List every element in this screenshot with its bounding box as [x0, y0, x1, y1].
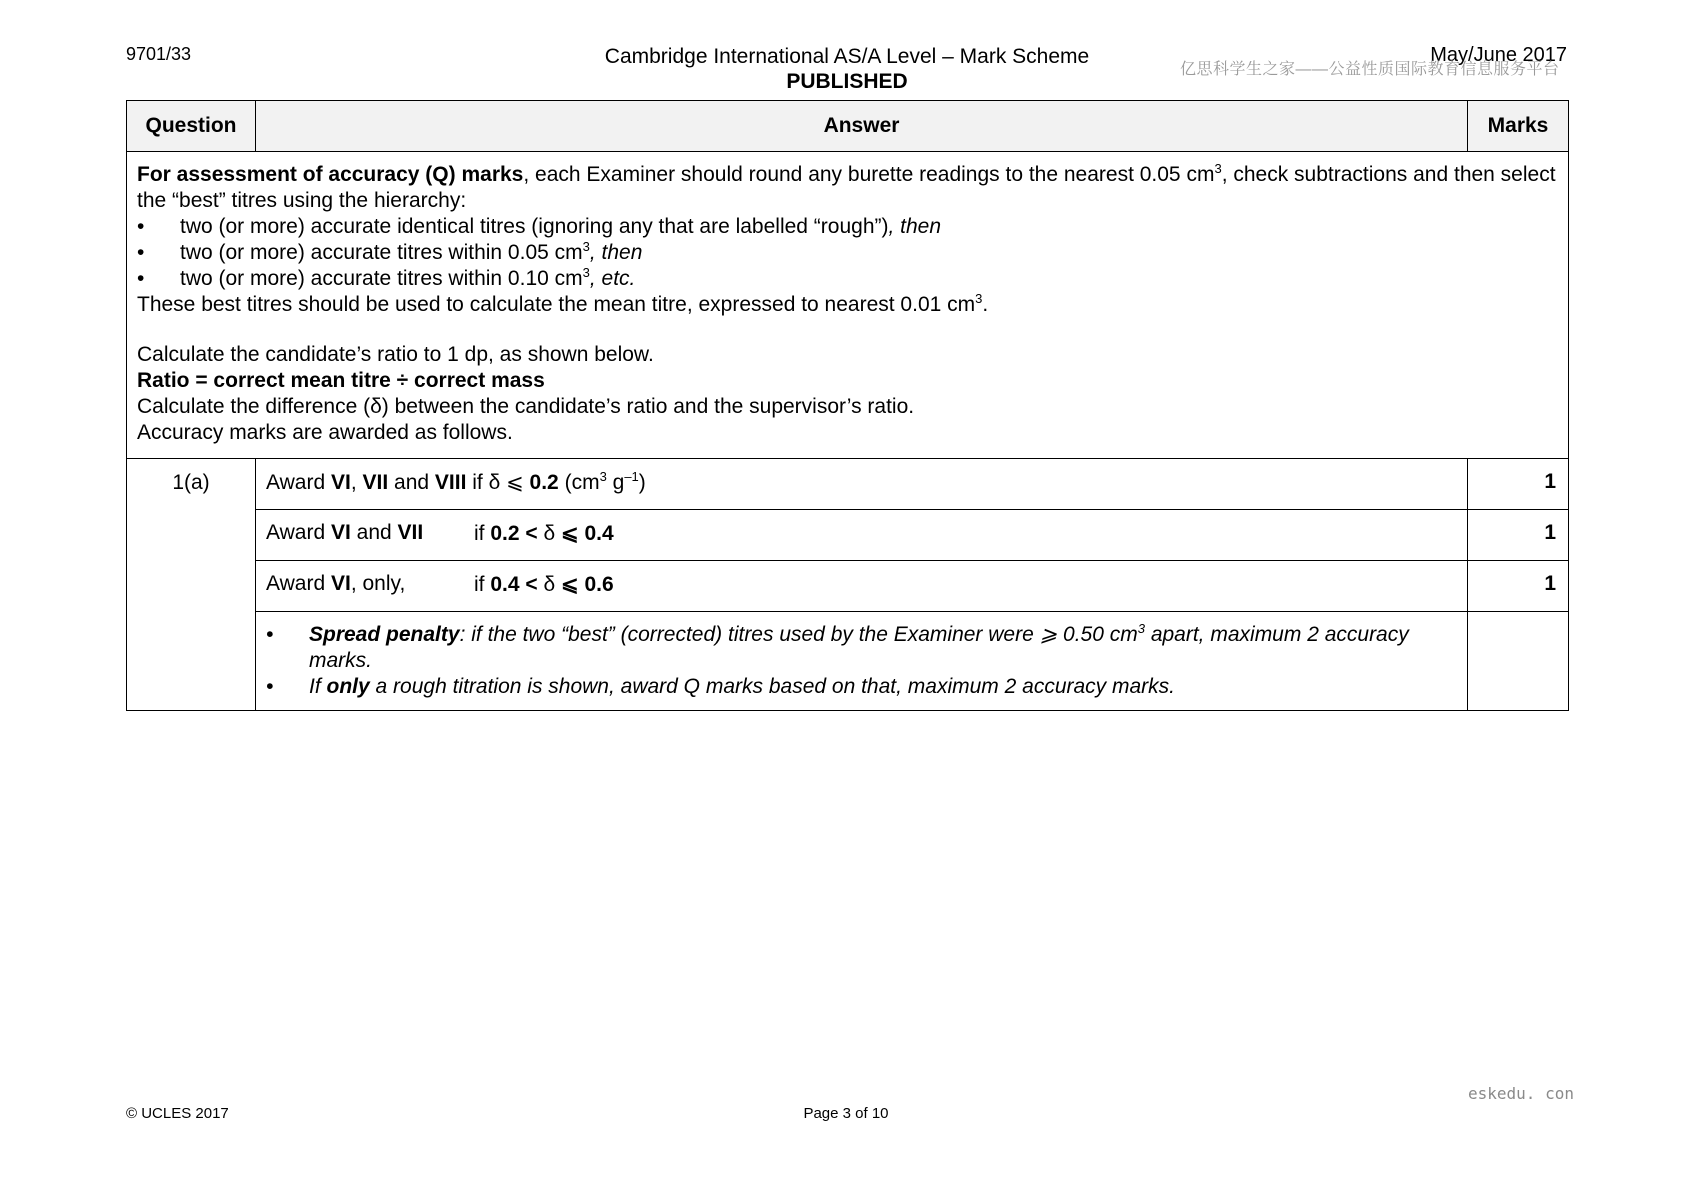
- list-item-text: two (or more) accurate titres within 0.10 cm: [180, 267, 583, 290]
- condition-bold: 0.2: [529, 471, 559, 494]
- header-answer: Answer: [256, 101, 1468, 152]
- spacer: [137, 318, 1558, 342]
- condition-text: if δ ⩽: [466, 471, 530, 494]
- hierarchy-list: [137, 214, 1558, 292]
- list-item: [137, 214, 1558, 240]
- condition-bold: ⩽ 0.4: [555, 522, 614, 545]
- award-bold: VI: [330, 572, 351, 595]
- award-bold: VIII: [434, 471, 467, 494]
- list-item-sup: 3: [582, 239, 590, 254]
- intro-paragraph-3: Calculate the candidate’s ratio to 1 dp, as shown below.: [137, 343, 654, 366]
- intro-text-end: , check subtractions and then select the “best” titres using the hierarchy:: [137, 163, 1556, 212]
- header-question: Question: [127, 101, 256, 152]
- list-item-tail: , etc.: [589, 267, 636, 290]
- intro-paragraph-1: [137, 162, 1558, 214]
- award-bold: VI: [330, 471, 351, 494]
- paper-code: 9701/33: [126, 44, 192, 64]
- list-item: [266, 674, 1457, 700]
- intro-cell: [127, 152, 1569, 459]
- note-text: If: [309, 675, 327, 698]
- unit-sup: 3: [599, 469, 607, 484]
- notes-list: [266, 622, 1457, 700]
- list-item-tail: , then: [589, 241, 643, 264]
- question-number: 1(a): [127, 459, 256, 711]
- intro-text: , each Examiner should round any burette readings to the nearest 0.05 cm: [523, 163, 1215, 186]
- unit-text: g: [606, 471, 625, 494]
- list-item: [137, 240, 1558, 266]
- table-header-row: [127, 101, 1569, 152]
- note-sup: 3: [1137, 621, 1145, 636]
- award-text: Award: [266, 471, 331, 494]
- header-marks: Marks: [1468, 101, 1569, 152]
- ratio-formula: [137, 368, 1558, 394]
- page-number: Page 3 of 10: [803, 1105, 889, 1122]
- list-item-text: two (or more) accurate identical titres (ignoring any that are labelled “rough”): [180, 215, 889, 238]
- condition-bold: 0.2 <: [490, 522, 544, 545]
- award-bold: VII: [397, 521, 424, 544]
- condition-bold: ⩽ 0.6: [555, 573, 614, 596]
- unit-sup: –1: [624, 469, 639, 484]
- ratio-formula-text: Ratio = correct mean titre ÷ correct mass: [137, 369, 545, 392]
- header-watermark: 亿思科学生之家——公益性质国际教育信息服务平台: [1180, 61, 1560, 78]
- footer-watermark: eskedu. con: [1468, 1084, 1574, 1103]
- intro-bold: For assessment of accuracy (Q) marks: [137, 163, 524, 186]
- intro-row: [127, 152, 1569, 459]
- list-item-sup: 3: [582, 265, 590, 280]
- award-sep: and: [350, 521, 398, 544]
- intro-paragraph-2: [137, 292, 1558, 318]
- spread-penalty-label: Spread penalty: [309, 623, 460, 646]
- award-bold: VI: [330, 521, 351, 544]
- mean-titre-text: These best titres should be used to calculate the mean titre, expressed to nearest 0.01 cm: [137, 293, 976, 316]
- table-row: [127, 510, 1569, 561]
- award-cell: [256, 510, 1468, 561]
- note-text: a rough titration is shown, award Q marks based on that, maximum 2 accuracy marks.: [369, 675, 1176, 698]
- list-item: [266, 622, 1457, 674]
- exam-session: May/June 2017: [1430, 44, 1567, 66]
- condition: [474, 521, 614, 546]
- published-label: PUBLISHED: [786, 70, 908, 93]
- award-sep: , only,: [350, 572, 406, 595]
- mark-value: 1: [1468, 459, 1569, 510]
- copyright: © UCLES 2017: [126, 1105, 229, 1122]
- table-row: [127, 459, 1569, 510]
- list-item-text: two (or more) accurate titres within 0.05 cm: [180, 241, 583, 264]
- condition-text: if: [474, 573, 491, 596]
- award-text: Award: [266, 572, 331, 595]
- list-item: [137, 266, 1558, 292]
- condition-bold: 0.4 <: [490, 573, 544, 596]
- unit-text: ): [638, 471, 646, 494]
- mark-scheme-table: [126, 100, 1569, 711]
- delta-symbol: δ: [543, 573, 556, 596]
- note-text: apart, maximum 2 accuracy marks.: [309, 623, 1409, 672]
- award-cell: [256, 459, 1468, 510]
- table-row: [127, 561, 1569, 612]
- title-text: Cambridge International AS/A Level – Mark Scheme: [604, 45, 1090, 68]
- table-row: [127, 612, 1569, 711]
- notes-cell: [256, 612, 1468, 711]
- document-title: [560, 44, 1134, 94]
- list-item-tail: , then: [888, 215, 942, 238]
- delta-symbol: δ: [543, 522, 556, 545]
- mark-value: 1: [1468, 561, 1569, 612]
- mark-value-empty: [1468, 612, 1569, 711]
- award-cell: [256, 561, 1468, 612]
- note-text: : if the two “best” (corrected) titres used by the Examiner were ⩾ 0.50 cm: [459, 623, 1138, 646]
- award-text: Award: [266, 521, 331, 544]
- note-bold: only: [326, 675, 370, 698]
- award-sep: and: [388, 471, 435, 494]
- award-sep: ,: [350, 471, 363, 494]
- intro-paragraph-6: Accuracy marks are awarded as follows.: [137, 421, 513, 444]
- intro-sup: 3: [1214, 161, 1222, 176]
- mean-titre-end: .: [982, 293, 989, 316]
- intro-paragraph-5: Calculate the difference (δ) between the candidate’s ratio and the supervisor’s ratio.: [137, 395, 915, 418]
- mean-titre-sup: 3: [975, 291, 983, 306]
- award-bold: VII: [362, 471, 389, 494]
- condition-text: if: [474, 522, 491, 545]
- condition: [474, 572, 614, 597]
- unit-text: (cm: [558, 471, 600, 494]
- mark-value: 1: [1468, 510, 1569, 561]
